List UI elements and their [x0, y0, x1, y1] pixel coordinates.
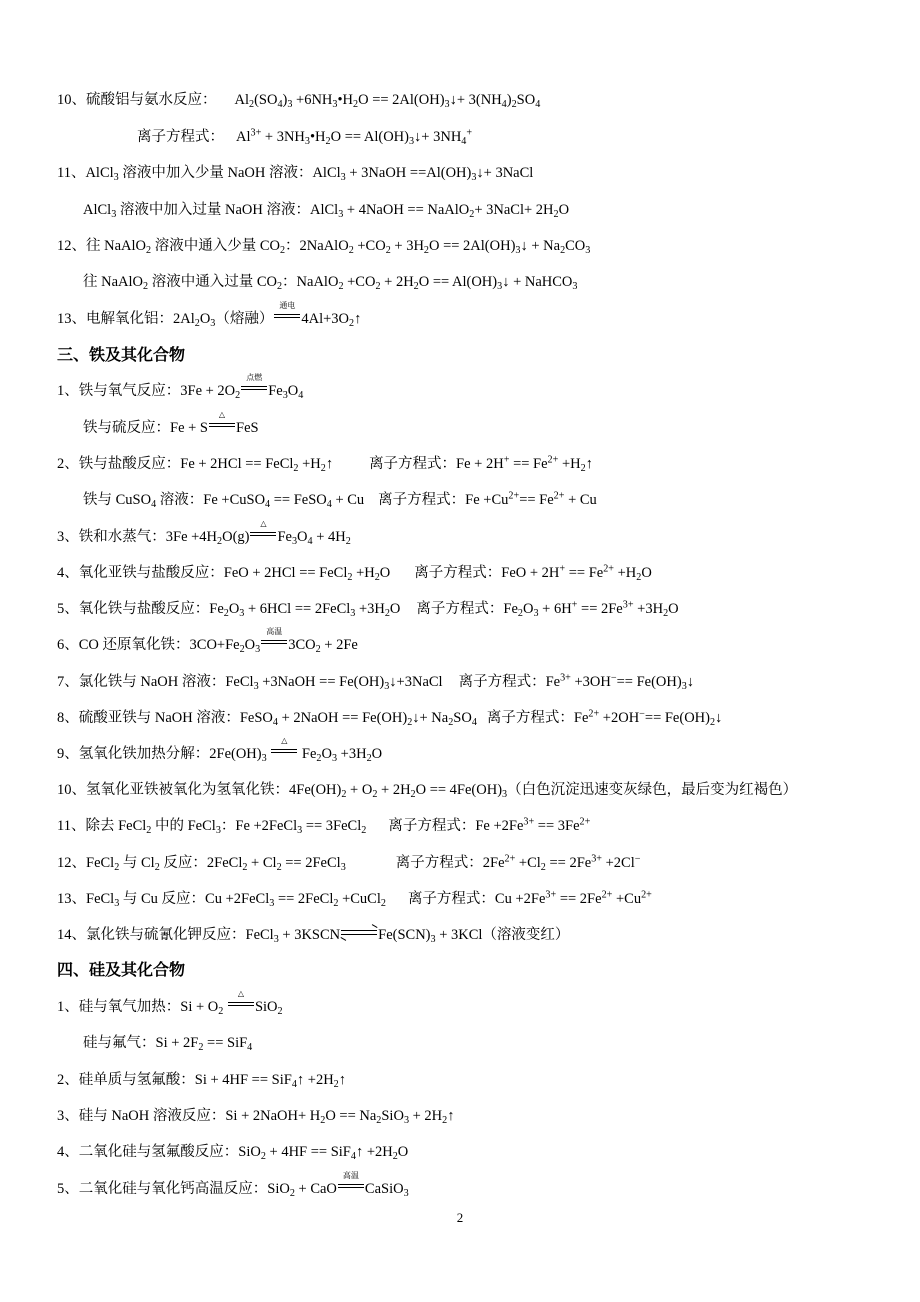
- equation-line: 铁与 CuSO$_4$ 溶液：Fe +CuSO$_4$ == FeSO$_4$ + Cu 离子方程式：$Fe +Cu^{2+}== Fe^{2+} + Cu$: [83, 490, 597, 511]
- equation-line: 8、硫酸亚铁与 NaOH 溶液：FeSO$_4$ + 2NaOH == $Fe(OH)_2↓+ Na_2SO_4$ 离子方程式：$Fe^{2+} +2OH^-==$ $Fe(OH)_2↓$: [57, 708, 723, 729]
- equation-line: 往 NaAlO$_2$ 溶液中通入过量 $CO_2$：NaAlO$_2$ $+CO_2 + 2H_2O$ == $Al(OH)_3↓$ + NaHCO$_3$: [83, 274, 578, 293]
- reaction-condition: △: [271, 745, 297, 759]
- equation-line: 5、二氧化硅与氧化钙高温反应：SiO$_2$ + CaO 高温 CaSiO$_3$: [57, 1171, 409, 1200]
- equation-line: 5、氧化铁与盐酸反应：$Fe_2O_3 + 6HCl$ == 2FeCl$_3$ $+3H_2O$ 离子方程式：$Fe_2O_3 + 6H^+ == 2Fe^{3+} +3H_2O$: [57, 599, 679, 620]
- equation-line: 2、硅单质与氢氟酸：Si + 4HF == SiF$_4$↑ $+2H_2↑$: [57, 1072, 346, 1091]
- reaction-condition: 高温: [261, 636, 287, 650]
- equation-line: 11、除去 FeCl$_2$ 中的 FeCl$_3$：Fe +2FeCl$_3$ == 3FeCl$_2$ 离子方程式：$Fe +2Fe^{3+} == 3Fe^{2+}$: [57, 816, 591, 837]
- equation-line: 1、铁与氧气反应：$3Fe + 2O_2$ 点燃 $Fe_3O_4$: [57, 373, 304, 402]
- equation-line: 3、硅与 NaOH 溶液反应：Si + 2NaOH+ $H_2O == Na_2SiO_3$ + $2H_2↑$: [57, 1108, 455, 1127]
- equation-line: 4、二氧化硅与氢氟酸反应：SiO$_2$ + 4HF == SiF$_4$↑ $+2H_2O$: [57, 1144, 409, 1163]
- equation-line: 硅与氟气：$Si + 2F_2 == SiF_4$: [83, 1035, 253, 1054]
- equation-line: 11、AlCl$_3$ 溶液中加入少量 NaOH 溶液：AlCl$_3$ + 3NaOH $==Al(OH)_3↓+$ 3NaCl: [57, 165, 534, 184]
- equation-line: 6、CO 还原氧化铁：$3CO+Fe_2O_3$ 高温 $3CO_2 + 2Fe$: [57, 627, 358, 656]
- equation-line: 铁与硫反应：Fe + S △ FeS: [83, 410, 259, 436]
- reaction-condition: △: [228, 998, 254, 1012]
- reaction-condition: 高温: [338, 1180, 364, 1194]
- equation-line: 12、往 NaAlO$_2$ 溶液中通入少量 $CO_2$：2NaAlO$_2$ $+CO_2 + 3H_2O$ == $2Al(OH)_3↓ + Na_2CO_3$: [57, 238, 591, 257]
- equation-line: 10、硫酸铝与氨水反应： $Al_2(SO_4)_3$ $+6NH_3•H_2O$ == $2Al(OH)_3↓+ 3(NH_4)_2SO_4$: [57, 92, 541, 111]
- equation-line: 9、氢氧化铁加热分解：$2Fe(OH)_3$ △ $Fe_2O_3 +3H_2O$: [57, 736, 383, 765]
- reaction-condition: △: [209, 419, 235, 433]
- equation-line: 13、FeCl$_3$ 与 Cu 反应：Cu +2FeCl$_3$ == 2FeCl$_2$ +CuCl$_2$ 离子方程式：$Cu +2Fe^{3+} == 2Fe^{2+} +Cu^{2+}$: [57, 889, 652, 910]
- reversible-arrow-icon: [341, 926, 377, 940]
- equation-line: AlCl$_3$ 溶液中加入过量 NaOH 溶液：AlCl$_3$ + 4NaOH == NaAlO$_2$+ 3NaCl+ $2H_2O$: [83, 202, 570, 221]
- equation-line: 7、氯化铁与 NaOH 溶液：FeCl$_3$ +3NaOH == $Fe(OH)_3↓+3NaCl$ 离子方程式：$Fe^{3+} +3OH^-==$ $Fe(OH)_3↓$: [57, 672, 694, 693]
- equation-line: 12、FeCl$_2$ 与 $Cl_2$ 反应：2FeCl$_2$ + $Cl_2$ == 2FeCl$_3$ 离子方程式：$2Fe^{2+} +Cl_2 == 2Fe^{3+} +2Cl^-$: [57, 853, 641, 874]
- section-heading: 三、铁及其化合物: [57, 345, 186, 364]
- equation-line: 3、铁和水蒸气：$3Fe +4H_2O(g)$ △ $Fe_3O_4 + 4H_2$: [57, 519, 351, 548]
- equation-line: 4、氧化亚铁与盐酸反应：FeO + 2HCl == FeCl$_2$ $+H_2O$ 离子方程式：FeO + $2H^+ == Fe^{2+} +H_2O$: [57, 563, 652, 584]
- reaction-condition: △: [250, 528, 276, 542]
- page-number: 2: [456, 1210, 464, 1225]
- equation-line: 2、铁与盐酸反应：Fe + 2HCl == FeCl$_2$ $+H_2↑$ 离子方程式：$Fe + 2H^+ == Fe^{2+}$ $+H_2↑$: [57, 454, 593, 475]
- reaction-condition: 点燃: [241, 382, 267, 396]
- equation-line: 离子方程式： $Al^{3+}$ + $3NH_3•H_2O$ == $Al(OH)_3↓+ 3NH_4^+$: [137, 127, 473, 148]
- reaction-condition: 通电: [274, 310, 300, 324]
- section-heading: 四、硅及其化合物: [57, 960, 186, 979]
- equation-line: 1、硅与氧气加热：$Si + O_2$ △ SiO$_2$: [57, 989, 283, 1018]
- equation-line: 10、氢氧化亚铁被氧化为氢氧化铁：$4Fe(OH)_2 + O_2 + 2H_2O == 4Fe(OH)_3$（白色沉淀迅速变灰绿色，最后变为红褐色）: [57, 782, 798, 801]
- equation-line: 14、氯化铁与硫氰化钾反应：FeCl$_3$ + 3KSCN $Fe(SCN)_3 + 3KCl$（溶液变红）: [57, 925, 569, 945]
- equation-line: 13、电解氧化铝：$2Al_2O_3$（熔融） 通电 $4Al+3O_2↑$: [57, 301, 362, 330]
